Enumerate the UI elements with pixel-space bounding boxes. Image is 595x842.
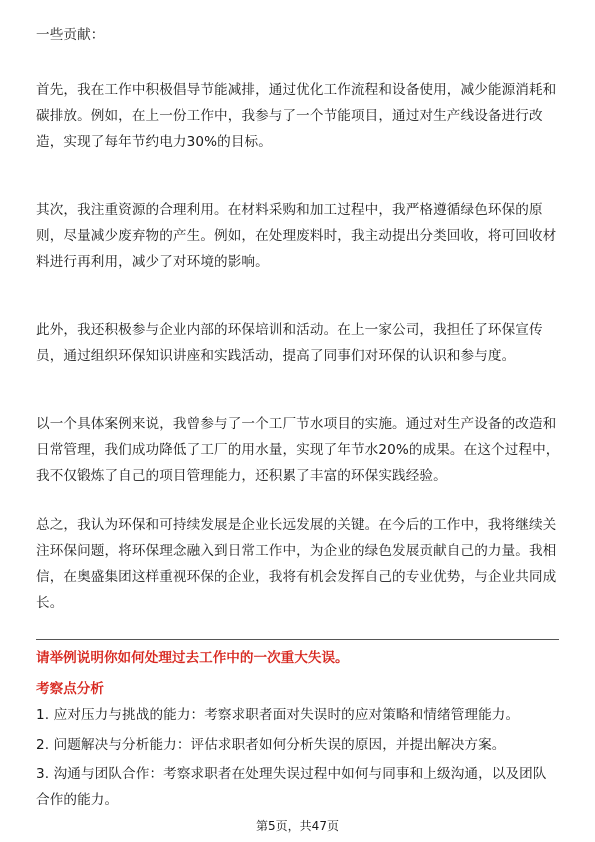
page-footer: 第5页，共47页: [256, 819, 339, 833]
paragraph-resource-use: 其次，我注重资源的合理利用。在材料采购和加工过程中，我严格遵循绿色环保的原则，尽量减少废弃物的产生。例如，在处理废料时，我主动提出分类回收，将可回收材料进行再利用，减少了对环境的影响。: [36, 202, 557, 270]
analysis-point-3: 3. 沟通与团队合作：考察求职者在处理失误过程中如何与同事和上级沟通，以及团队合作的能力。: [36, 766, 547, 808]
analysis-point-1: 1. 应对压力与挑战的能力：考察求职者面对失误时的应对策略和情绪管理能力。: [36, 707, 520, 723]
paragraph-energy-saving: 首先，我在工作中积极倡导节能减排，通过优化工作流程和设备使用，减少能源消耗和碳排放。例如，在上一份工作中，我参与了一个节能项目，通过对生产线设备进行改造，实现了每年节约电力30%的目标。: [36, 82, 557, 150]
paragraph-case-study: 以一个具体案例来说，我曾参与了一个工厂节水项目的实施。通过对生产设备的改造和日常管理，我们成功降低了工厂的用水量，实现了年节水20%的成果。在这个过程中，我不仅锻炼了自己的项目管理能力，还积累了丰富的环保实践经验。: [36, 416, 560, 484]
analysis-point-2: 2. 问题解决与分析能力：评估求职者如何分析失误的原因，并提出解决方案。: [36, 737, 506, 753]
interview-question: 请举例说明你如何处理过去工作中的一次重大失误。: [36, 650, 349, 666]
section-divider: [36, 639, 559, 640]
analysis-heading: 考察点分析: [36, 681, 104, 697]
paragraph-conclusion: 总之，我认为环保和可持续发展是企业长远发展的关键。在今后的工作中，我将继续关注环保问题，将环保理念融入到日常工作中，为企业的绿色发展贡献自己的力量。我相信，在奥盛集团这样重视环保的企业，我将有机会发挥自己的专业优势，与企业共同成长。: [36, 517, 557, 611]
paragraph-training: 此外，我还积极参与企业内部的环保培训和活动。在上一家公司，我担任了环保宣传员，通过组织环保知识讲座和实践活动，提高了同事们对环保的认识和参与度。: [36, 322, 543, 364]
intro-line: 一些贡献：: [36, 27, 105, 43]
